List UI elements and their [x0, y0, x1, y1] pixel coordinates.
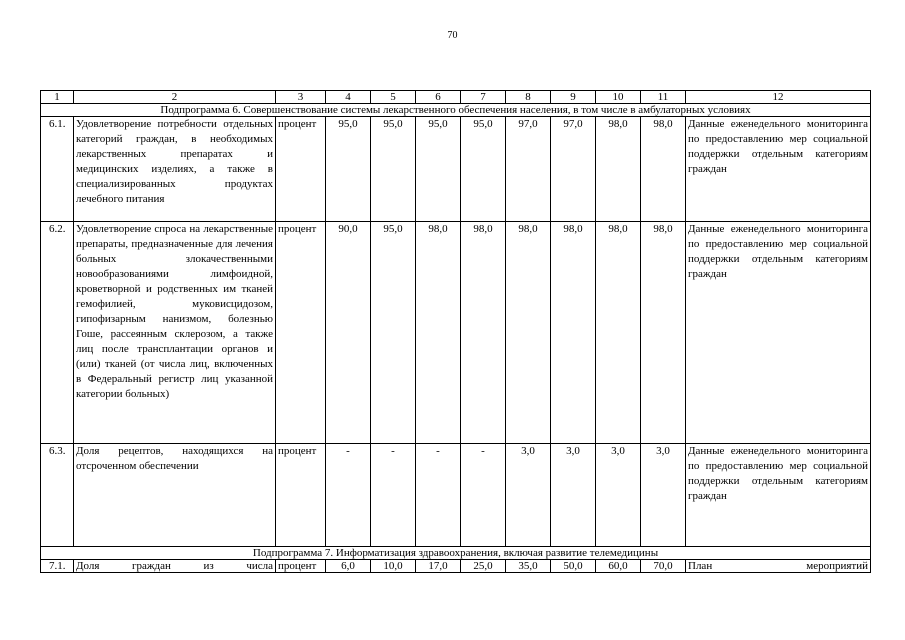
column-number-row: [41, 91, 871, 104]
value-cell: 17,0: [416, 560, 461, 573]
row-number: 7.1.: [41, 560, 74, 573]
value-cell: 95,0: [371, 117, 416, 222]
unit: процент: [276, 117, 326, 222]
value-cell: 90,0: [326, 222, 371, 444]
indicators-table: [40, 90, 871, 573]
value-cell: 98,0: [596, 117, 641, 222]
column-number: 9: [551, 91, 596, 104]
value-cell: 98,0: [416, 222, 461, 444]
table-row: [41, 560, 871, 573]
subprogram-row: [41, 104, 871, 117]
column-number: 11: [641, 91, 686, 104]
value-cell: -: [416, 444, 461, 547]
value-cell: 98,0: [461, 222, 506, 444]
value-cell: 95,0: [371, 222, 416, 444]
column-number: 4: [326, 91, 371, 104]
value-cell: 3,0: [551, 444, 596, 547]
value-cell: 25,0: [461, 560, 506, 573]
table-row: [41, 444, 871, 547]
value-cell: 3,0: [596, 444, 641, 547]
data-source: План мероприятий: [686, 560, 871, 573]
data-source: Данные еженедельного мониторинга по предоставлению мер социальной поддержки отдельным категориям граждан: [686, 117, 871, 222]
data-source: Данные еженедельного мониторинга по предоставлению мер социальной поддержки отдельным категориям граждан: [686, 444, 871, 547]
value-cell: 3,0: [641, 444, 686, 547]
value-cell: 70,0: [641, 560, 686, 573]
indicator-name: Удовлетворение спроса на лекарственные препараты, предназначенные для лечения больных злокачественными новообразованиями лимфоидной, кроветворной и родственных им тканей гемофилией, муковисцидозом, гипофизарным нанизмом, болезнью Гоше, рассеянным склерозом, а также лиц после трансплантации органов и (или) тканей (от числа лиц, включенных в Федеральный регистр лиц указанной категории больных): [74, 222, 276, 444]
value-cell: 10,0: [371, 560, 416, 573]
value-cell: 95,0: [461, 117, 506, 222]
subprogram-row: [41, 547, 871, 560]
indicator-name: Доля рецептов, находящихся на отсроченном обеспечении: [74, 444, 276, 547]
value-cell: 95,0: [416, 117, 461, 222]
row-number: 6.2.: [41, 222, 74, 444]
value-cell: 98,0: [641, 222, 686, 444]
value-cell: 50,0: [551, 560, 596, 573]
value-cell: 6,0: [326, 560, 371, 573]
indicator-name: Доля граждан из числа: [74, 560, 276, 573]
table-row: [41, 222, 871, 444]
value-cell: 95,0: [326, 117, 371, 222]
value-cell: -: [371, 444, 416, 547]
column-number: 12: [686, 91, 871, 104]
column-number: 2: [74, 91, 276, 104]
unit: процент: [276, 560, 326, 573]
value-cell: 60,0: [596, 560, 641, 573]
table-row: [41, 117, 871, 222]
value-cell: 97,0: [506, 117, 551, 222]
column-number: 5: [371, 91, 416, 104]
subprogram-6-title: Подпрограмма 6. Совершенствование системы лекарственного обеспечения населения, в том числе в амбулаторных условиях: [41, 104, 871, 117]
value-cell: -: [326, 444, 371, 547]
value-cell: 3,0: [506, 444, 551, 547]
column-number: 1: [41, 91, 74, 104]
data-source: Данные еженедельного мониторинга по предоставлению мер социальной поддержки отдельным категориям граждан: [686, 222, 871, 444]
row-number: 6.1.: [41, 117, 74, 222]
value-cell: 35,0: [506, 560, 551, 573]
column-number: 7: [461, 91, 506, 104]
value-cell: -: [461, 444, 506, 547]
value-cell: 98,0: [596, 222, 641, 444]
unit: процент: [276, 222, 326, 444]
column-number: 10: [596, 91, 641, 104]
column-number: 3: [276, 91, 326, 104]
indicator-name: Удовлетворение потребности отдельных категорий граждан, в необходимых лекарственных препаратах и медицинских изделиях, а также в специализированных продуктах лечебного питания: [74, 117, 276, 222]
value-cell: 98,0: [551, 222, 596, 444]
column-number: 8: [506, 91, 551, 104]
page-number: 70: [447, 30, 458, 41]
value-cell: 98,0: [641, 117, 686, 222]
column-number: 6: [416, 91, 461, 104]
row-number: 6.3.: [41, 444, 74, 547]
value-cell: 98,0: [506, 222, 551, 444]
unit: процент: [276, 444, 326, 547]
value-cell: 97,0: [551, 117, 596, 222]
subprogram-7-title: Подпрограмма 7. Информатизация здравоохранения, включая развитие телемедицины: [41, 547, 871, 560]
